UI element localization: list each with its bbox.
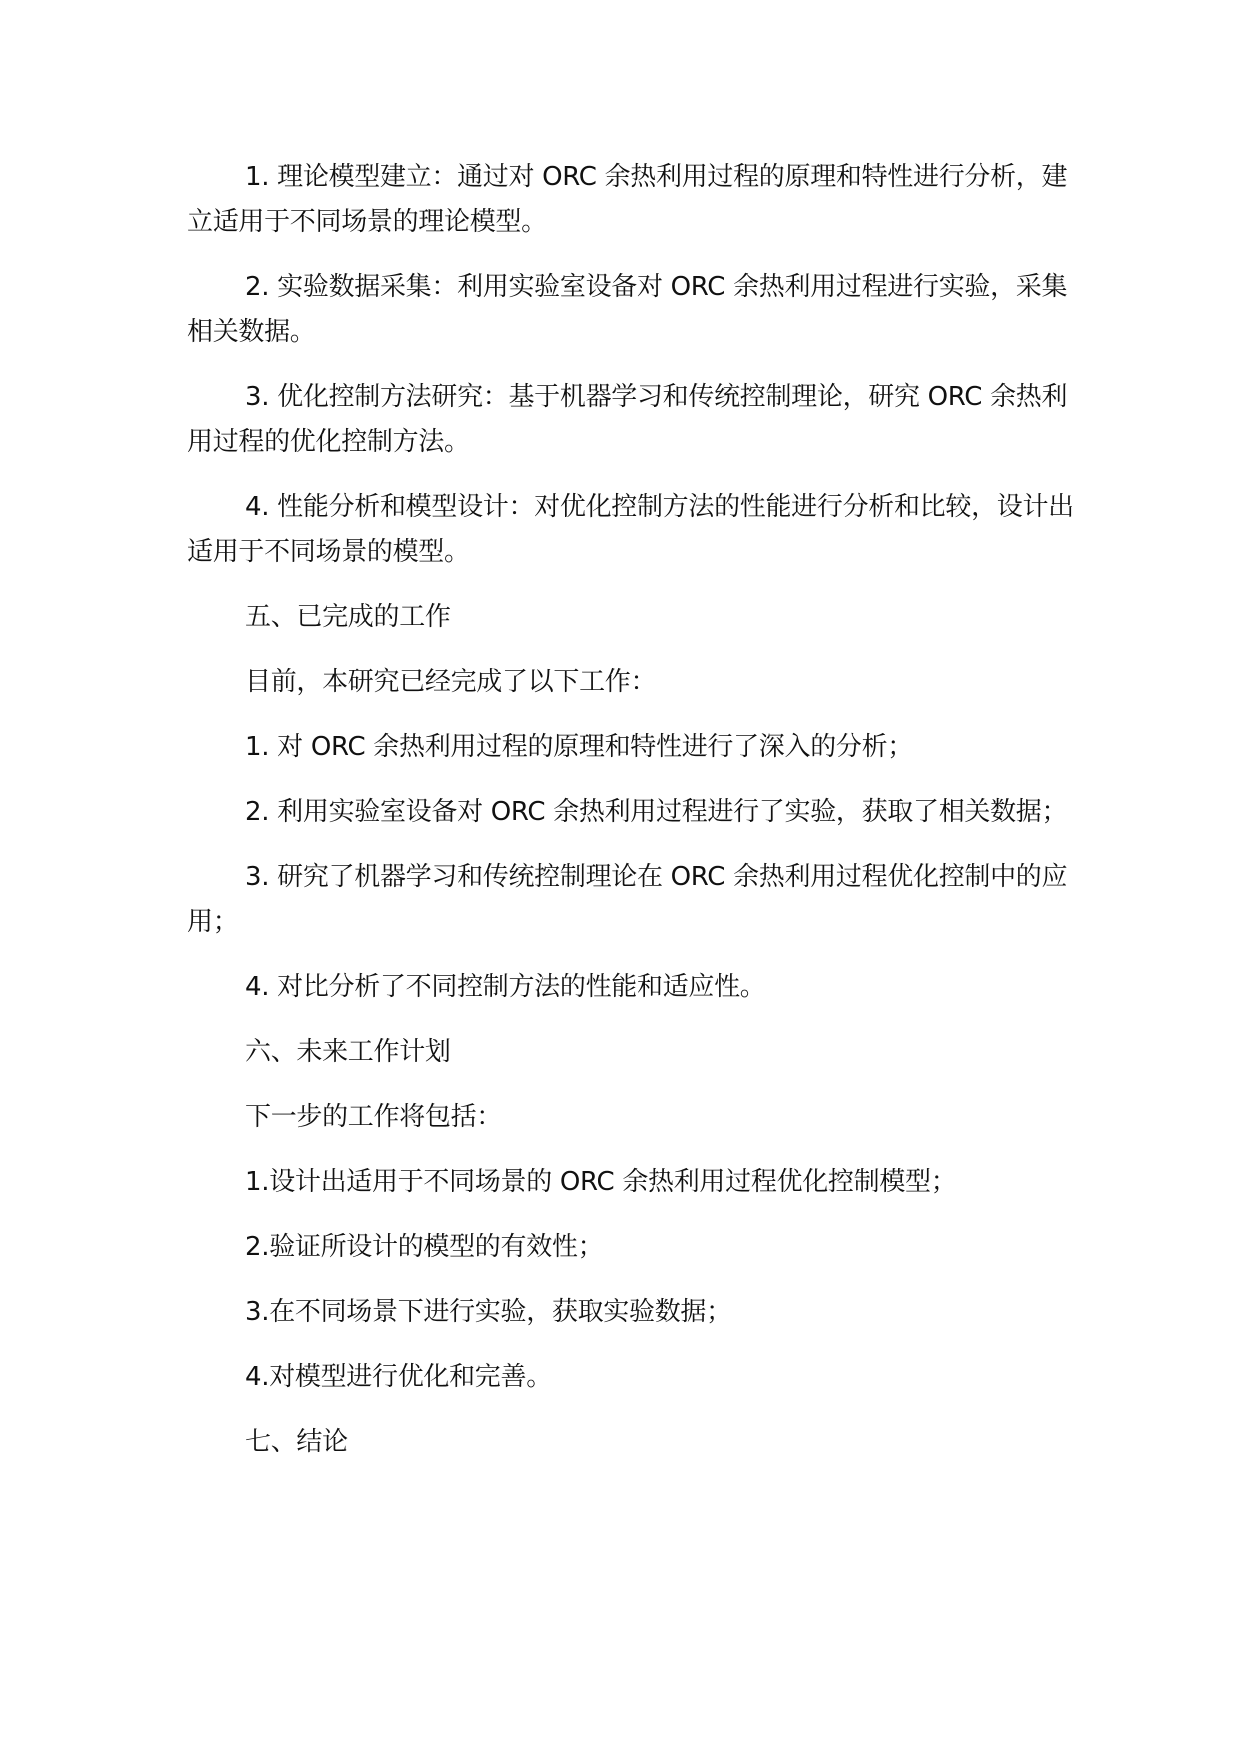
section-heading-conclusion: 七、结论: [245, 1427, 348, 1457]
paragraph-method-4: 4. 性能分析和模型设计：对优化控制方法的性能进行分析和比较，设计出适用于不同场景的模型。: [187, 492, 1074, 567]
paragraph-method-3: 3. 优化控制方法研究：基于机器学习和传统控制理论，研究 ORC 余热利用过程的优化控制方法。: [187, 382, 1068, 457]
paragraph-completed-3: 3. 研究了机器学习和传统控制理论在 ORC 余热利用过程优化控制中的应用；: [187, 862, 1068, 937]
paragraph-completed-4: 4. 对比分析了不同控制方法的性能和适应性。: [245, 972, 766, 1002]
paragraph-completed-intro: 目前，本研究已经完成了以下工作：: [245, 667, 657, 697]
paragraph-future-3: 3.在不同场景下进行实验，获取实验数据；: [245, 1297, 732, 1327]
document-body: [187, 155, 1087, 1485]
section-heading-completed-work: 五、已完成的工作: [245, 602, 451, 632]
paragraph-method-2: 2. 实验数据采集：利用实验室设备对 ORC 余热利用过程进行实验，采集相关数据。: [187, 272, 1068, 347]
paragraph-method-1: 1. 理论模型建立：通过对 ORC 余热利用过程的原理和特性进行分析，建立适用于不同场景的理论模型。: [187, 162, 1068, 237]
paragraph-completed-1: 1. 对 ORC 余热利用过程的原理和特性进行了深入的分析；: [245, 732, 913, 762]
paragraph-future-intro: 下一步的工作将包括：: [245, 1102, 503, 1132]
paragraph-future-1: 1.设计出适用于不同场景的 ORC 余热利用过程优化控制模型；: [245, 1167, 957, 1197]
section-heading-future-plan: 六、未来工作计划: [245, 1037, 451, 1067]
paragraph-completed-2: 2. 利用实验室设备对 ORC 余热利用过程进行了实验，获取了相关数据；: [245, 797, 1068, 827]
paragraph-future-2: 2.验证所设计的模型的有效性；: [245, 1232, 604, 1262]
paragraph-future-4: 4.对模型进行优化和完善。: [245, 1362, 552, 1392]
